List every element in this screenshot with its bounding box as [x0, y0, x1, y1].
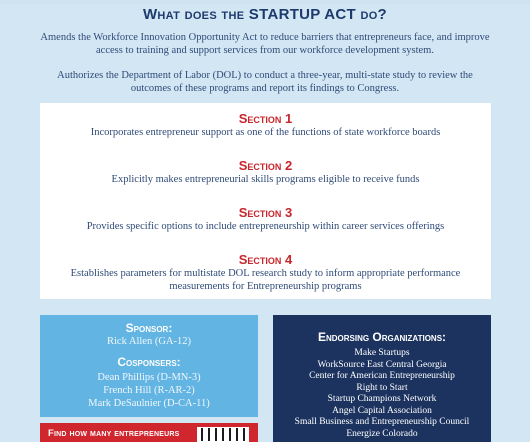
cosponsor-item: Mark DeSaulnier (D-CA-11) [88, 398, 210, 409]
endorsing-heading: Endorsing Organizations: [317, 330, 447, 344]
sponsor-panel [40, 315, 258, 417]
intro-paragraph-1: Amends the Workforce Innovation Opportunity Act to reduce barriers that entrepreneurs face, and improve access to training and support services from our workforce development system. [40, 32, 490, 56]
cosponsors-heading: Cosponsers: [117, 355, 181, 369]
endorsing-item: Center for American Entrepreneurship [309, 371, 455, 381]
endorsing-item: Startup Champions Network [327, 394, 437, 404]
page-title: What does the STARTUP ACT do? [142, 6, 388, 23]
top-strip [0, 0, 530, 4]
section-heading: Section 2 [238, 158, 293, 173]
section-text: Explicitly makes entrepreneurial skills programs eligible to receive funds [111, 174, 420, 185]
section-4 [40, 252, 491, 293]
sponsor-name: Rick Allen (GA-12) [107, 336, 191, 347]
cta-banner[interactable] [40, 423, 258, 442]
section-text: Establishes parameters for multistate DOL research study to inform appropriate performance measurements for Entrepreneurship programs [70, 268, 461, 292]
endorsing-item: Angel Capital Association [332, 405, 432, 416]
cosponsor-item: Dean Phillips (D-MN-3) [97, 372, 201, 383]
cosponsor-item: French Hill (R-AR-2) [103, 385, 195, 396]
endorsing-panel [273, 315, 491, 442]
section-text: Incorporates entrepreneur support as one of the functions of state workforce boards [90, 127, 441, 138]
section-3 [40, 205, 491, 233]
endorsing-item: Right to Start [356, 382, 408, 393]
section-heading: Section 3 [238, 205, 293, 220]
sponsor-heading: Sponsor: [125, 321, 173, 335]
endorsing-item: WorkSource East Central Georgia [317, 359, 447, 370]
sections-panel [40, 103, 491, 299]
section-2 [40, 158, 491, 186]
section-text: Provides specific options to include entrepreneurship within career services offerings [86, 221, 445, 232]
qr-code-icon[interactable] [197, 427, 249, 442]
endorsing-list [273, 348, 491, 440]
section-1 [40, 111, 491, 139]
endorsing-item: Energize Colorado [346, 428, 418, 439]
cosponsor-list [40, 371, 258, 410]
endorsing-item: Make Startups [354, 348, 410, 358]
cta-text: Find how many entrepreneurs [48, 428, 180, 439]
endorsing-item: Small Business and Entrepreneurship Council [294, 417, 470, 427]
intro-paragraph-2: Authorizes the Department of Labor (DOL) to conduct a three-year, multi-state study to review the outcomes of these programs and report its findings to Congress. [57, 70, 473, 94]
section-heading: Section 4 [238, 252, 293, 267]
section-heading: Section 1 [238, 111, 293, 126]
